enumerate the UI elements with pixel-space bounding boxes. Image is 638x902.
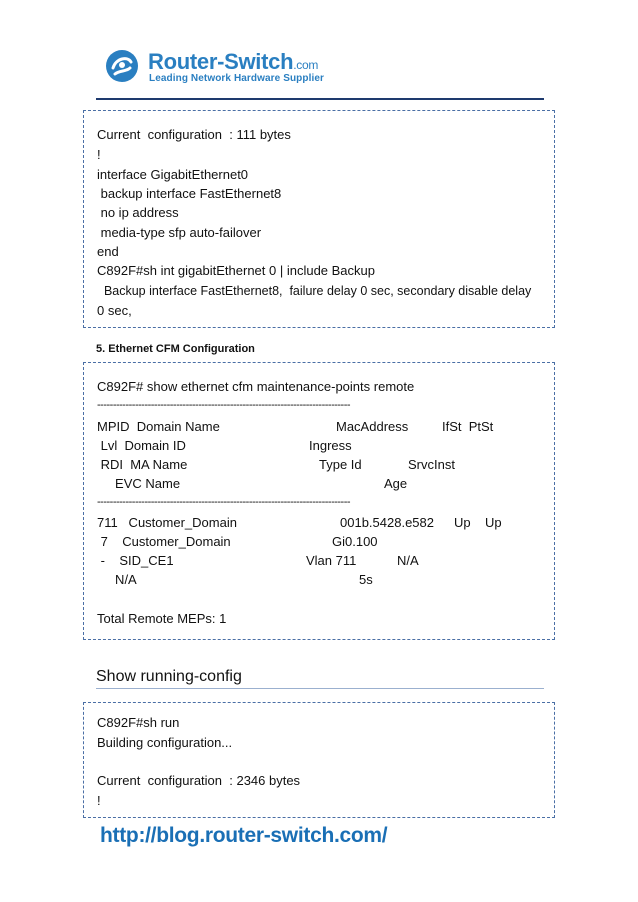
code-line: C892F#sh run [97,715,180,730]
brand-suffix: .com [293,58,319,72]
code-line: Building configuration... [97,735,233,750]
code-line: no ip address [97,205,179,220]
entry-cell: N/A [397,553,419,568]
header-divider [96,98,544,100]
code-line: Backup interface FastEthernet8, failure delay 0 sec, secondary disable delay [97,284,532,298]
header-cell: Ingress [309,438,352,453]
code-line: media-type sfp auto-failover [97,225,262,240]
header-cell: RDI MA Name [97,457,188,472]
code-line: interface GigabitEthernet0 [97,167,249,182]
footer-url-link[interactable]: http://blog.router-switch.com/ [100,824,388,847]
header-cell: MacAddress [336,419,409,434]
entry-cell: N/A [97,572,137,587]
code-line: 0 sec, [97,303,132,318]
brand-name [148,49,318,75]
divider-line: -------------------------------------------------------------------------------- [97,496,351,508]
header-cell: SrvcInst [408,457,455,472]
config-box-2 [83,362,555,640]
section-title: Show running-config [96,668,242,685]
config-box-3 [83,702,555,818]
code-line: ! [97,147,101,162]
brand-tagline: Leading Network Hardware Supplier [149,73,325,84]
brand-name-text: Router-Switch [148,49,294,74]
entry-cell: Vlan 711 [306,553,357,568]
entry-cell: 001b.5428.e582 [340,515,434,530]
entry-cell: Up [454,515,471,530]
section-title-underline [96,688,544,689]
header-cell: IfSt PtSt [442,419,494,434]
entry-cell: Gi0.100 [332,534,378,549]
entry-cell: - SID_CE1 [97,553,174,568]
code-line: Current configuration : 111 bytes [97,127,291,142]
total-remote-meps: Total Remote MEPs: 1 [97,611,227,626]
divider-line: -------------------------------------------------------------------------------- [97,399,351,411]
header-cell: MPID Domain Name [97,419,220,434]
code-line: Current configuration : 2346 bytes [97,773,301,788]
header-cell: EVC Name [97,476,181,491]
header-cell: Type Id [319,457,362,472]
router-switch-logo [104,48,324,88]
code-line: backup interface FastEthernet8 [97,186,282,201]
entry-cell: 5s [359,572,373,587]
section-heading: 5. Ethernet CFM Configuration [96,343,255,355]
code-line: ! [97,793,101,808]
code-line: C892F#sh int gigabitEthernet 0 | include Backup [97,263,375,278]
entry-cell: 711 Customer_Domain [97,515,237,530]
entry-cell: Up [485,515,502,530]
entry-cell: 7 Customer_Domain [97,534,231,549]
header-cell: Age [384,476,408,491]
config-box-1 [83,110,555,328]
router-switch-logo-icon [104,48,140,84]
header-cell: Lvl Domain ID [97,438,186,453]
cli-command: C892F# show ethernet cfm maintenance-points remote [97,379,415,394]
code-line: end [97,244,119,259]
